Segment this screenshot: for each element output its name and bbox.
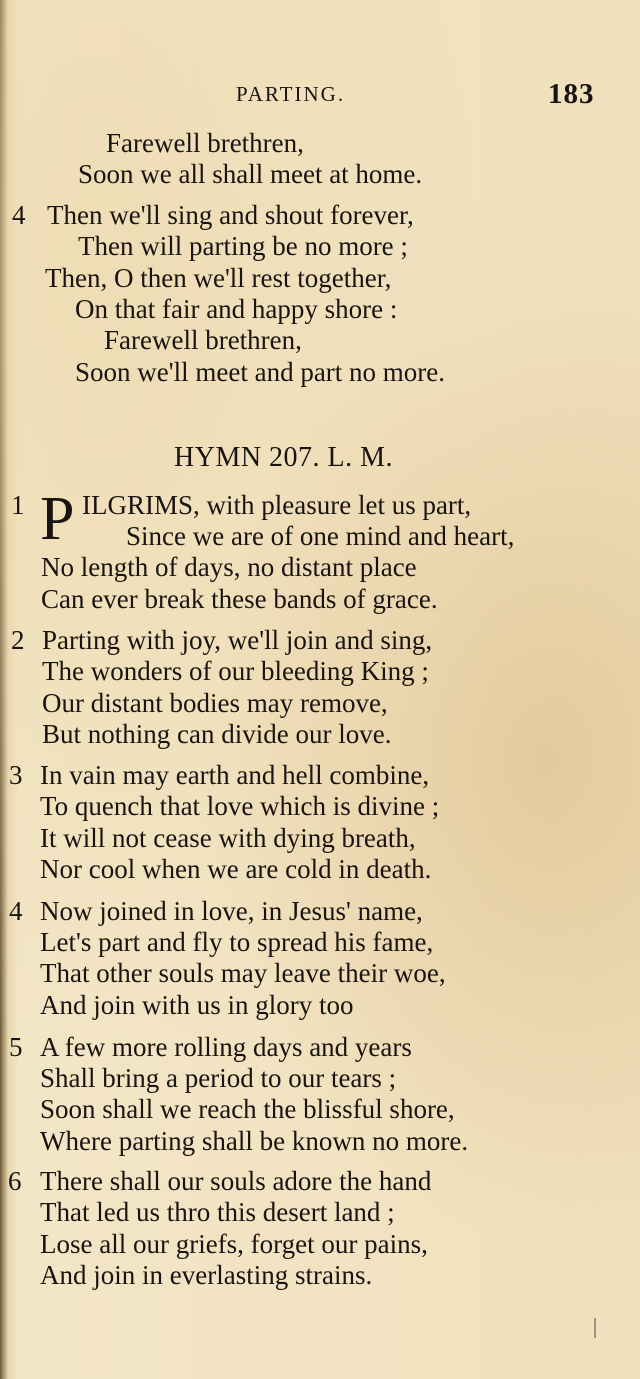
margin-mark: [594, 1318, 596, 1338]
verse-line: There shall our souls adore the hand: [40, 1166, 432, 1196]
verse-line: And join with us in glory too: [40, 990, 354, 1020]
verse-number: 4: [9, 896, 23, 926]
page-number: 183: [548, 78, 595, 110]
verse-line: Our distant bodies may remove,: [42, 688, 388, 718]
verse-number: 6: [8, 1166, 22, 1196]
verse-line: Where parting shall be known no more.: [40, 1126, 469, 1156]
verse-line: Then will parting be no more ;: [78, 231, 408, 261]
verse-number: 4: [12, 200, 26, 230]
verse-line: Farewell brethren,: [106, 128, 304, 158]
hymn-title: HYMN 207. L. M.: [174, 442, 394, 473]
verse-line: Lose all our griefs, forget our pains,: [40, 1229, 428, 1259]
drop-cap: P: [40, 485, 75, 553]
verse-line: Farewell brethren,: [104, 325, 302, 355]
page-header: [0, 78, 640, 116]
verse-line: And join in everlasting strains.: [40, 1260, 373, 1290]
verse-line: Parting with joy, we'll join and sing,: [42, 625, 433, 655]
verse-line: That other souls may leave their woe,: [40, 958, 446, 988]
verse-line: Let's part and fly to spread his fame,: [40, 927, 434, 957]
verse-line: Can ever break these bands of grace.: [41, 584, 438, 614]
verse-line: Soon shall we reach the blissful shore,: [40, 1094, 455, 1124]
verse-line: Then, O then we'll rest together,: [45, 263, 392, 293]
verse-number: 3: [9, 760, 23, 790]
verse-line: ILGRIMS, with pleasure let us part,: [82, 490, 472, 520]
verse-line: Nor cool when we are cold in death.: [40, 854, 432, 884]
verse-line: Now joined in love, in Jesus' name,: [40, 896, 423, 926]
verse-line: That led us thro this desert land ;: [40, 1197, 395, 1227]
running-head: PARTING.: [236, 82, 346, 106]
verse-line: But nothing can divide our love.: [42, 719, 392, 749]
verse-line: Soon we'll meet and part no more.: [75, 357, 446, 387]
verse-number: 5: [9, 1032, 23, 1062]
verse-number: 1: [11, 490, 25, 520]
verse-number: 2: [11, 625, 25, 655]
verse-line: To quench that love which is divine ;: [40, 791, 440, 821]
verse-line: A few more rolling days and years: [40, 1032, 412, 1062]
verse-line: Shall bring a period to our tears ;: [40, 1063, 397, 1093]
verse-line: On that fair and happy shore :: [75, 294, 398, 324]
verse-line: In vain may earth and hell combine,: [40, 760, 430, 790]
verse-line: The wonders of our bleeding King ;: [42, 656, 429, 686]
verse-line: Then we'll sing and shout forever,: [47, 200, 414, 230]
verse-line: It will not cease with dying breath,: [40, 823, 416, 853]
verse-line: Soon we all shall meet at home.: [78, 159, 423, 189]
verse-line: No length of days, no distant place: [41, 552, 417, 582]
verse-line: Since we are of one mind and heart,: [126, 521, 515, 551]
